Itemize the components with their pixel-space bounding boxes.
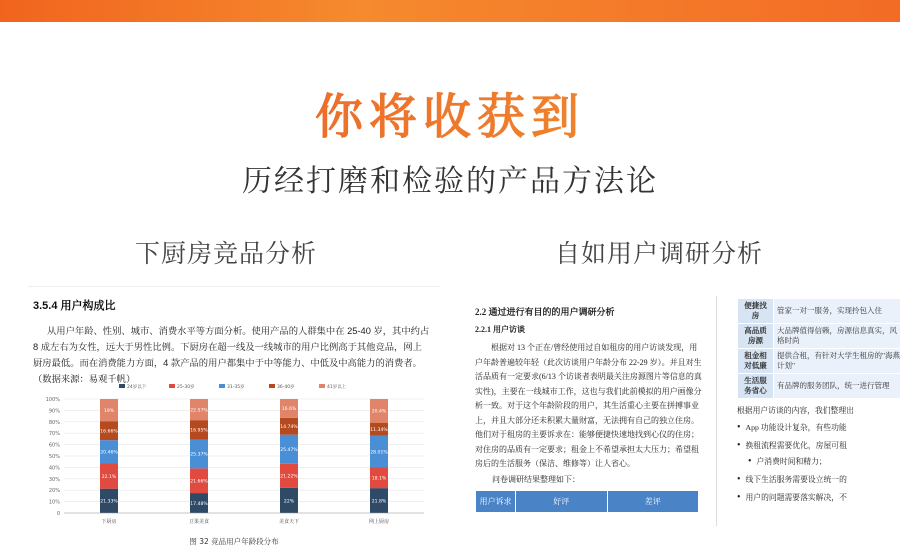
right-caption: 自如用户调研分析	[555, 239, 764, 268]
data-label: 18.1%	[371, 476, 387, 482]
need-value: 管家一对一服务，实现拎包入住	[774, 299, 900, 324]
x-tick-label: 下厨房	[101, 519, 117, 525]
need-value: 有品牌的服务团队，统一进行管理	[774, 374, 900, 399]
data-label: 22%	[283, 499, 295, 505]
data-label: 21.66%	[190, 479, 208, 485]
need-key: 租金相对低廉	[738, 349, 774, 374]
hero-subtitle: 历经打磨和检验的产品方法论	[242, 164, 658, 199]
figure-caption: 图 32 竞品用户年龄段分布	[189, 537, 279, 546]
interview-heading: 2.2.1 用户访谈	[475, 325, 525, 334]
analysis-paragraph: 从用户年龄、性别、城市、消费水平等方面分析。使用产品的人群集中在 25-40 岁，其中约占 8 成左右为女性，远大于男性比例。下厨房在超一线及一线城市的用户比例高于其他竞品，网上厨房最低。而在消费能力方面，4 款产品的用户都集中于中等能力、中低及中高能力的消费者。（数据来源：易观千帆）	[33, 326, 430, 384]
need-key: 生活服务省心	[738, 374, 774, 399]
survey-table	[475, 490, 699, 513]
data-label: 16.95%	[190, 428, 208, 434]
data-label: 11.34%	[370, 427, 388, 433]
data-label: 25.47%	[280, 448, 298, 454]
user-research-preview	[470, 296, 900, 557]
data-label: 21.8%	[371, 499, 387, 505]
legend-label: 36-40岁	[277, 385, 295, 390]
legend-label: 25-30岁	[177, 385, 195, 390]
data-label: 20.4%	[371, 409, 387, 415]
competitor-analysis-preview	[28, 286, 440, 557]
y-tick-label: 60%	[48, 442, 60, 449]
legend-label: 41岁以上	[327, 385, 347, 390]
left-caption: 下厨房竞品分析	[135, 239, 318, 268]
data-label: 16.66%	[100, 429, 118, 435]
data-label: 19%	[103, 408, 115, 414]
y-tick-label: 30%	[48, 476, 60, 483]
need-value: 提供合租，有针对大学生租房的"海燕计划"	[774, 349, 900, 374]
legend-swatch	[219, 384, 225, 388]
finding-item: • App 功能设计复杂，有些功能	[737, 422, 847, 433]
need-value: 大品牌值得信赖，房源信息真实，风格时尚	[774, 324, 900, 349]
legend-swatch	[119, 384, 125, 388]
data-label: 25.37%	[190, 452, 208, 458]
research-heading: 2.2 通过进行有目的的用户调研分析	[475, 307, 615, 317]
table-header: 用户诉求	[476, 491, 516, 513]
y-tick-label: 90%	[48, 408, 60, 415]
age-distribution-chart	[28, 381, 440, 531]
hero-title: 你将收获到	[0, 78, 900, 147]
findings-column	[716, 296, 900, 526]
top-banner	[0, 0, 900, 22]
x-tick-label: 美食天下	[278, 519, 300, 525]
y-tick-label: 20%	[48, 488, 60, 495]
legend-swatch	[319, 384, 325, 388]
research-document	[470, 296, 708, 526]
data-label: 20.46%	[100, 450, 118, 456]
needs-table	[737, 298, 900, 399]
y-tick-label: 80%	[48, 419, 60, 426]
data-label: 14.74%	[280, 425, 298, 431]
data-label: 21.22%	[280, 474, 298, 480]
need-key: 高品质房源	[738, 324, 774, 349]
legend-swatch	[169, 384, 175, 388]
interview-body: 根据对 13 个正在/曾经使用过自如租房的用户访谈发现，用户年龄普遍较年轻（此次访谈用户年龄分布 22-29 岁）。并且对生活品质有一定要求(6/13 个访谈者表明最关注房源图片等信息的真实性)，主要在一线城市工作，这也与我们此前模拟的用户画像分析一致。对于这个年龄阶段的用户，其生活重心主要在拼搏事业上，并且大部分还未积累大量财富，无法拥有自己的独立住房。他们对于租房的主要诉求在：能够便捷快速地找到心仪的住房；对住房的品质有一定要求；租金上不希望承担太大压力；希望租房后的生活服务（保洁、维修等）让人省心。	[475, 343, 702, 468]
summary-text: 根据用户访谈的内容，我们整理出	[737, 406, 854, 415]
data-label: 22.1%	[101, 474, 117, 480]
need-key: 便捷找房	[738, 299, 774, 324]
survey-intro: 问卷调研结果整理如下：	[492, 475, 580, 484]
x-tick-label: 网上厨房	[368, 519, 390, 525]
x-tick-label: 豆果美食	[188, 519, 210, 525]
legend-label: 24岁以下	[127, 385, 147, 390]
finding-item: • 用户的问题需要落实解决，不	[737, 492, 847, 503]
y-tick-label: 40%	[48, 465, 60, 472]
finding-item: • 线下生活服务需要设立统一的	[737, 474, 847, 485]
y-tick-label: 100%	[45, 397, 60, 403]
section-title: 3.5.4 用户构成比	[33, 300, 116, 312]
data-label: 17.48%	[190, 501, 208, 507]
data-label: 22.57%	[190, 408, 208, 414]
finding-item: • 换租流程需要优化，房屋可租	[737, 440, 847, 451]
finding-item: • 户消费时间和精力；	[737, 456, 827, 467]
data-label: 16.6%	[281, 407, 297, 413]
table-header: 好评	[516, 491, 608, 513]
y-tick-label: 50%	[48, 454, 60, 460]
legend-swatch	[269, 384, 275, 388]
data-label: 28.01%	[370, 450, 388, 456]
table-header: 差评	[607, 491, 699, 513]
legend-label: 31-35岁	[227, 385, 245, 390]
y-tick-label: 10%	[48, 499, 60, 506]
y-tick-label: 70%	[48, 431, 60, 438]
y-tick-label: 0	[56, 511, 60, 517]
data-label: 21.33%	[100, 499, 118, 505]
